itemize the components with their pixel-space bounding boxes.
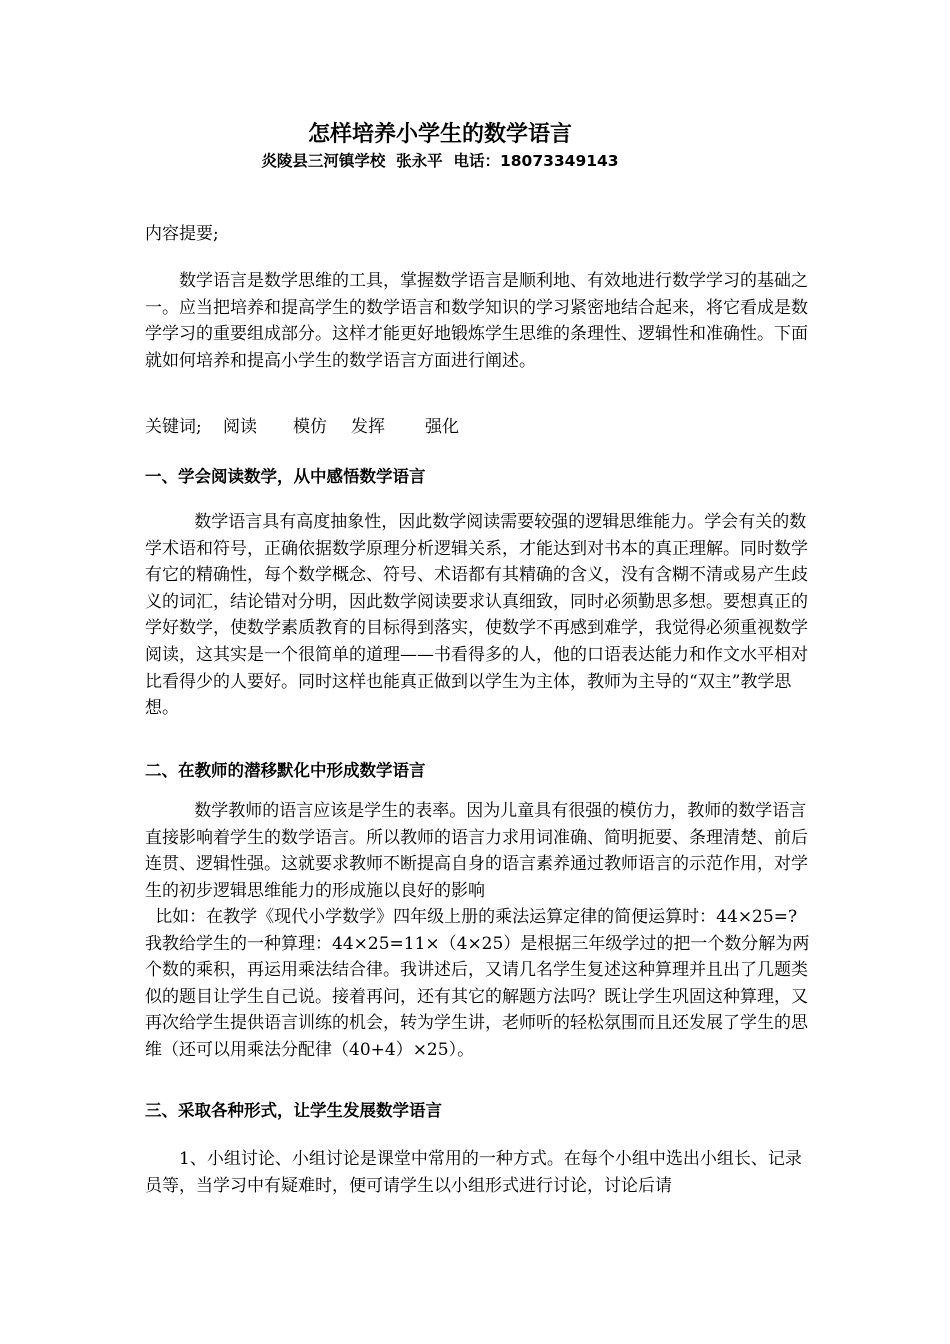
section-paragraph: 1、小组讨论、小组讨论是课堂中常用的一种方式。在每个小组中选出小组长、记录员等，当学习中有疑难时，便可请学生以小组形式进行讨论，讨论后请 [145,1149,802,1196]
section-heading: 三、采取各种形式，让学生发展数学语言 [145,1101,442,1120]
section-paragraph: 数学语言具有高度抽象性，因此数学阅读需要较强的逻辑思维能力。学会有关的数学术语和符号，正确依据数学原理分析逻辑关系，才能达到对书本的真正理解。同时数学有它的精确性，每个数学概念、符号、术语都有其精确的含义，没有含糊不清或易产生歧义的词汇，结论错对分明，因此数学阅读要求认真细致，同时必须勤思多想。要想真正的学好数学，使数学素质教育的目标得到落实，使数学不再感到难学，我觉得必须重视数学阅读，这其实是一个很简单的道理——书看得多的人，他的口语表达能力和作文水平相对比看得少的人要好。同时这样也能真正做到以学生为主体，教师为主导的“双主”教学思想。 [145,512,808,719]
section-heading: 二、在教师的潜移默化中形成数学语言 [145,761,426,780]
section-paragraph: 比如：在教学《现代小学数学》四年级上册的乘法运算定律的简便运算时：44×25=?我教给学生的一种算理：44×25=11×（4×25）是根据三年级学过的把一个数分解为两个数的乘积，再运用乘法结合律。我讲述后，又请几名学生复述这种算理并且出了几题类似的题目让学生自己说。接着再问，还有其它的解题方法吗？既让学生巩固这种算理，又再次给学生提供语言训练的机会，转为学生讲，老师听的轻松氛围而且还发展了学生的思维（还可以用乘法分配律（40+4）×25）。 [145,907,810,1060]
section-heading: 一、学会阅读数学，从中感悟数学语言 [145,467,426,486]
section-paragraph: 数学教师的语言应该是学生的表率。因为儿童具有很强的模仿力，教师的数学语言直接影响着学生的数学语言。所以教师的语言力求用词准确、简明扼要、条理清楚、前后连贯、逻辑性强。这就要求教师不断提高自身的语言素养通过教师语言的示范作用，对学生的初步逻辑思维能力的形成施以良好的影响 [145,801,808,901]
document-subtitle: 炎陵县三河镇学校 张永平 电话：18073349143 [261,152,619,170]
keyword-item: 强化 [425,417,459,437]
document-title: 怎样培养小学生的数学语言 [307,122,572,147]
keyword-item: 发挥 [351,417,385,437]
abstract-paragraph: 数学语言是数学思维的工具，掌握数学语言是顺利地、有效地进行数学学习的基础之一。应当把培养和提高学生的数学语言和数学知识的学习紧密地结合起来，将它看成是数学学习的重要组成部分。这样才能更好地锻炼学生思维的条理性、逻辑性和准确性。下面就如何培养和提高小学生的数学语言方面进行阐述。 [145,271,808,371]
keyword-item: 阅读 [223,417,257,437]
keyword-item: 模仿 [293,417,327,437]
keywords-line [145,414,459,440]
abstract-label: 内容提要; [145,224,219,244]
keywords-label: 关键词; [145,417,202,437]
